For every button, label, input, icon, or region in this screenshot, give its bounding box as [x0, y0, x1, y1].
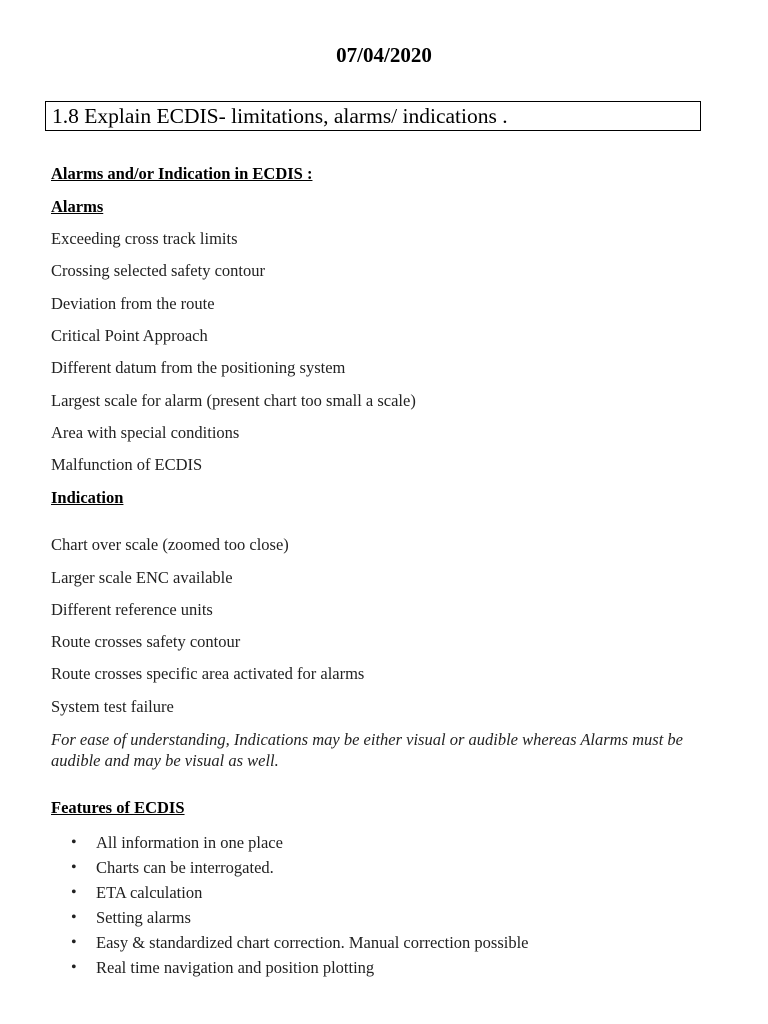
- bullet-icon: •: [71, 959, 77, 976]
- list-item-text: Easy & standardized chart correction. Manual correction possible: [96, 933, 529, 952]
- alarm-item: Critical Point Approach: [51, 326, 208, 345]
- note-text: For ease of understanding, Indications may be either visual or audible whereas Alarms must be audible and may be visual as well.: [51, 730, 683, 770]
- list-item-text: Charts can be interrogated.: [96, 858, 274, 877]
- list-item-text: Real time navigation and position plotting: [96, 958, 375, 977]
- indication-item: Larger scale ENC available: [51, 568, 233, 587]
- bullet-icon: •: [71, 884, 77, 901]
- section-heading: Alarms and/or Indication in ECDIS :: [51, 164, 313, 183]
- indication-item: Route crosses specific area activated for alarms: [51, 664, 365, 683]
- bullet-icon: •: [71, 909, 77, 926]
- alarm-item: Area with special conditions: [51, 423, 240, 442]
- alarm-item: Exceeding cross track limits: [51, 229, 238, 248]
- bullet-icon: •: [71, 859, 77, 876]
- indication-item: Chart over scale (zoomed too close): [51, 535, 289, 554]
- alarm-item: Crossing selected safety contour: [51, 261, 265, 280]
- list-item-text: Setting alarms: [96, 908, 191, 927]
- alarm-item: Different datum from the positioning system: [51, 358, 346, 377]
- list-item: [51, 930, 529, 955]
- alarms-heading: Alarms: [51, 197, 104, 216]
- list-item-text: ETA calculation: [96, 883, 203, 902]
- features-heading: Features of ECDIS: [51, 798, 185, 817]
- list-item: [51, 830, 529, 855]
- indication-item: Route crosses safety contour: [51, 632, 241, 651]
- bullet-icon: •: [71, 934, 77, 951]
- indication-item: System test failure: [51, 697, 174, 716]
- list-item: [51, 880, 529, 905]
- list-item: [51, 955, 529, 980]
- list-item-text: All information in one place: [96, 833, 283, 852]
- list-item: [51, 855, 529, 880]
- features-list: [51, 830, 529, 980]
- alarm-item: Deviation from the route: [51, 294, 215, 313]
- alarm-item: Largest scale for alarm (present chart too small a scale): [51, 391, 416, 410]
- alarm-item: Malfunction of ECDIS: [51, 455, 203, 474]
- topic-title: 1.8 Explain ECDIS- limitations, alarms/ indications .: [45, 101, 701, 131]
- indication-item: Different reference units: [51, 600, 213, 619]
- list-item: [51, 905, 529, 930]
- document-date: 07/04/2020: [336, 43, 432, 67]
- bullet-icon: •: [71, 834, 77, 851]
- indication-heading: Indication: [51, 488, 124, 507]
